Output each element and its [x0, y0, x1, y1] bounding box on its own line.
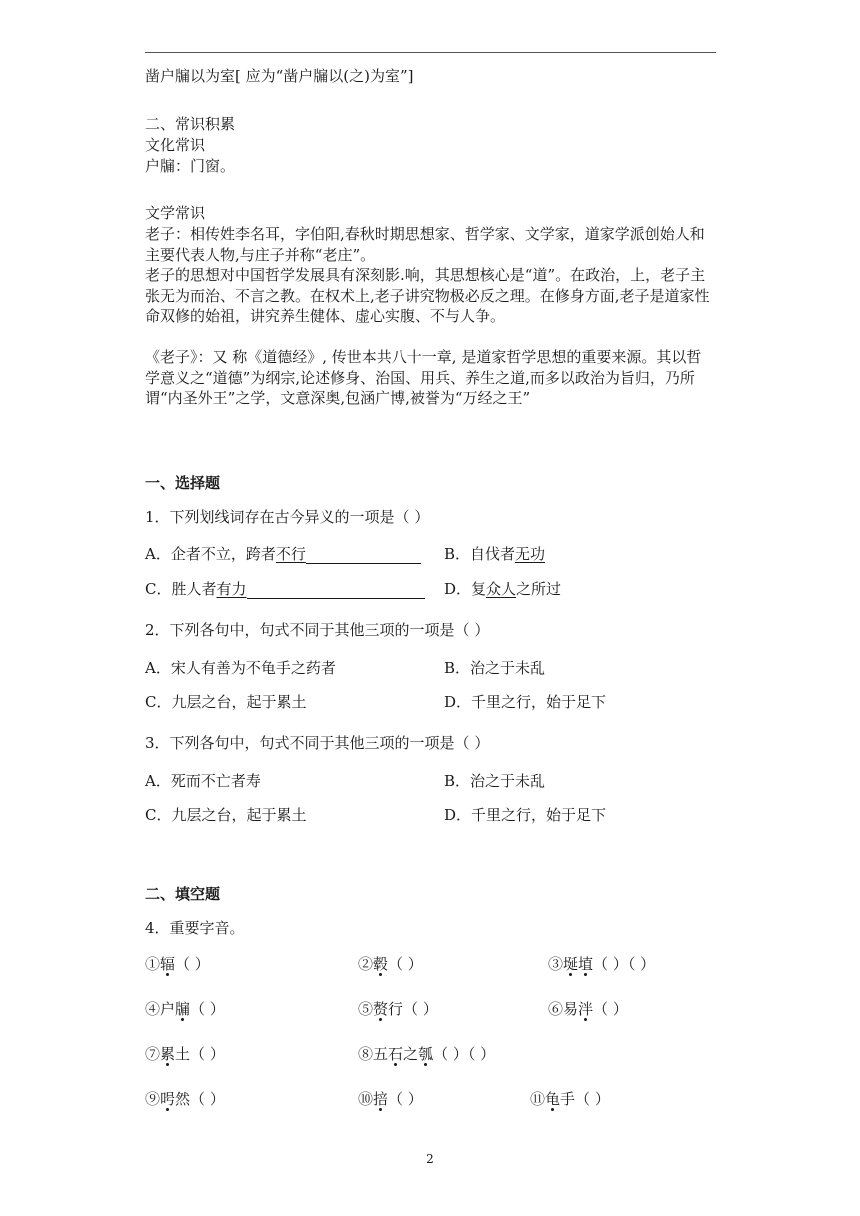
dotted-character: 埴 [578, 955, 594, 973]
q1-option-d-text: D．复 [444, 580, 487, 598]
q1-option-a-fill-line [306, 547, 421, 564]
q1-option-a [145, 544, 421, 564]
dotted-character: 呺 [160, 1090, 176, 1108]
item-number: ⑪ [530, 1090, 546, 1108]
item-number: ⑤ [358, 1000, 374, 1018]
answer-blank: （ ） [593, 1000, 628, 1018]
header-rule [145, 52, 716, 53]
item-text: 行 [388, 1000, 404, 1018]
answer-blank: （ ） [190, 1045, 225, 1063]
q1-option-c-fill-line [247, 582, 425, 599]
laozi-paragraph-3: 《老子》：又 称《道德经》, 传世本共八十一章, 是道家哲学思想的重要来源。其以哲学意义之“道德”为纲宗,论述修身、治国、用兵、养生之道,而多以政治为旨归，乃所谓“内圣外王”之学，文意深奥,包涵广博,被誉为“万经之王” [145, 348, 702, 407]
q1-option-b-text: B．自伐者 [444, 545, 516, 563]
q4-stem: 4．重要字音。 [145, 919, 245, 937]
dotted-character: 辐 [160, 955, 176, 973]
item-number: ③ [548, 955, 564, 973]
q3-option-a: A．死而不亡者寿 [145, 772, 261, 790]
q3-option-b: B．治之于未乱 [444, 772, 546, 790]
literature-heading: 文学常识 [145, 204, 206, 222]
dotted-character: 泮 [578, 1000, 594, 1018]
q1-option-d-tail: 之所过 [516, 580, 562, 598]
answer-blank: （ ）（ ） [593, 955, 656, 973]
top-note: 凿户牖以为室[ 应为“凿户牖以(之)为室”] [145, 67, 414, 85]
q2-option-a: A．宋人有善为不龟手之药者 [145, 659, 336, 677]
q2-option-c: C．九层之台，起于累土 [145, 693, 307, 711]
dotted-character: 掊 [373, 1090, 389, 1108]
culture-item: 户牖：门窗。 [145, 157, 236, 175]
answer-blank: （ ） [190, 1090, 225, 1108]
item-text: 手 [560, 1090, 576, 1108]
dotted-character: 牖 [175, 1000, 191, 1018]
dotted-character: 埏 [563, 955, 579, 973]
answer-blank: （ ） [403, 1000, 438, 1018]
item-number: ④ [145, 1000, 161, 1018]
answer-blank: （ ） [388, 955, 423, 973]
dotted-character: 瓠 [418, 1045, 434, 1063]
item-number: ⑩ [358, 1090, 374, 1108]
item-number: ⑥ [548, 1000, 564, 1018]
q3-option-c: C．九层之台，起于累土 [145, 806, 307, 824]
pronunciation-item-10 [358, 1089, 423, 1109]
pronunciation-item-8 [358, 1044, 495, 1064]
answer-blank: （ ） [388, 1090, 423, 1108]
item-number: ⑧ [358, 1045, 374, 1063]
item-text: 五 [373, 1045, 389, 1063]
item-text: 之 [403, 1045, 419, 1063]
pronunciation-item-11 [530, 1089, 610, 1109]
answer-blank: （ ） [575, 1090, 610, 1108]
item-text: 然 [175, 1090, 191, 1108]
q1-option-b-underlined: 无功 [515, 545, 546, 563]
item-number: ① [145, 955, 161, 973]
dotted-character: 累 [160, 1045, 176, 1063]
pronunciation-item-7 [145, 1044, 225, 1064]
pronunciation-item-9 [145, 1089, 225, 1109]
q1-option-c-underlined: 有力 [216, 580, 247, 598]
q1-option-a-underlined: 不行 [275, 545, 306, 563]
q1-stem: 1．下列划线词存在古今异义的一项是（ ） [145, 508, 430, 526]
pronunciation-item-6 [548, 999, 628, 1019]
q1-option-a-text: A．企者不立，跨者 [145, 545, 276, 563]
q3-stem: 3．下列各句中，句式不同于其他三项的一项是（ ） [145, 734, 490, 752]
q3-option-d: D．千里之行，始于足下 [444, 806, 607, 824]
dotted-character: 龟 [545, 1090, 561, 1108]
q2-option-d: D．千里之行，始于足下 [444, 693, 607, 711]
laozi-paragraph-2: 老子的思想对中国哲学发展具有深刻影.响，其思想核心是“道”。在政治，上，老子主张无为而治、不言之教。在权术上,老子讲究物极必反之理。在修身方面,老子是道家性命双修的始祖，讲究养生健体、虚心实腹、不与人争。 [145, 266, 710, 325]
fill-heading: 二、填空题 [145, 885, 221, 903]
page-number: 2 [426, 1152, 434, 1166]
item-number: ⑦ [145, 1045, 161, 1063]
item-number: ⑨ [145, 1090, 161, 1108]
item-number: ② [358, 955, 374, 973]
answer-blank: （ ） [190, 1000, 225, 1018]
dotted-character: 石 [388, 1045, 404, 1063]
pronunciation-item-1 [145, 954, 210, 974]
pronunciation-item-2 [358, 954, 423, 974]
culture-heading: 文化常识 [145, 136, 206, 154]
q1-option-d-underlined: 众人 [486, 580, 517, 598]
answer-blank: （ ） [175, 955, 210, 973]
q2-stem: 2．下列各句中，句式不同于其他三项的一项是（ ） [145, 621, 490, 639]
pronunciation-item-4 [145, 999, 225, 1019]
q1-option-d [444, 579, 561, 599]
item-text: 易 [563, 1000, 579, 1018]
dotted-character: 毂 [373, 955, 389, 973]
q1-option-b [444, 544, 545, 564]
pronunciation-item-5 [358, 999, 438, 1019]
pronunciation-item-3 [548, 954, 655, 974]
choice-heading: 一、选择题 [145, 474, 221, 492]
q1-option-c-text: C．胜人者 [145, 580, 217, 598]
item-text: 土 [175, 1045, 191, 1063]
q1-option-c [145, 579, 425, 599]
item-text: 户 [160, 1000, 176, 1018]
knowledge-heading: 二、常识积累 [145, 115, 236, 133]
dotted-character: 赘 [373, 1000, 389, 1018]
q2-option-b: B．治之于未乱 [444, 659, 546, 677]
answer-blank: （ ）（ ） [433, 1045, 496, 1063]
laozi-paragraph-1: 老子：相传姓李名耳，字伯阳,春秋时期思想家、哲学家、文学家，道家学派创始人和主要代表人物,与庄子并称“老庄”。 [145, 225, 705, 264]
